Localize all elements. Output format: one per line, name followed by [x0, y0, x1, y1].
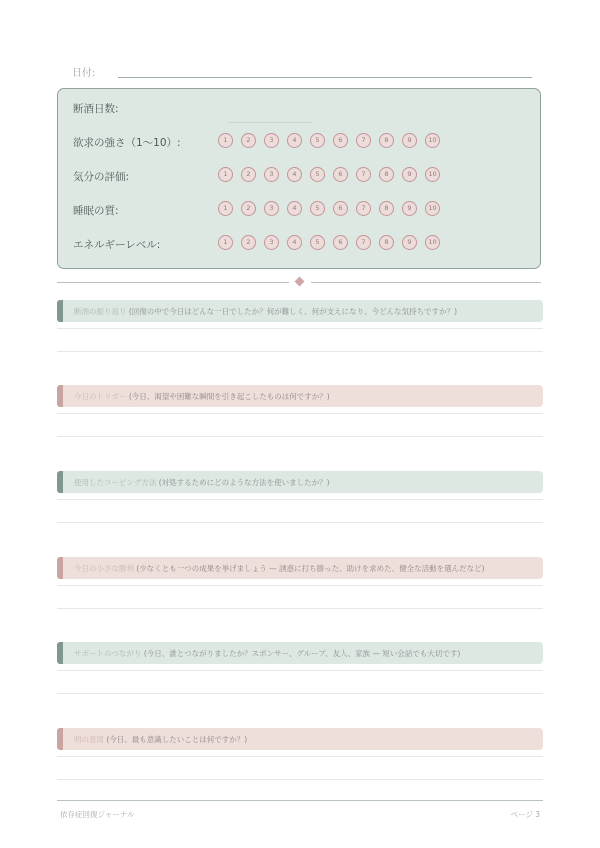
sobriety-reflection-heading	[74, 306, 457, 317]
coping-methods-hint: (対処するためにどのような方法を使いましたか？)	[156, 478, 330, 487]
date-row	[72, 64, 532, 80]
coping-methods-accent-bar	[57, 471, 63, 493]
tomorrow-intention-writing-line-2[interactable]	[57, 779, 543, 780]
mood-rating-option-6[interactable]: 6	[333, 167, 348, 182]
mood-rating-option-9[interactable]: 9	[402, 167, 417, 182]
energy-level-row	[73, 234, 533, 254]
craving-strength-option-9[interactable]: 9	[402, 133, 417, 148]
days-sober-input-line[interactable]	[228, 122, 312, 123]
mood-rating-option-7[interactable]: 7	[356, 167, 371, 182]
sleep-quality-option-1[interactable]: 1	[218, 201, 233, 216]
craving-strength-option-6[interactable]: 6	[333, 133, 348, 148]
support-connections-title: サポートのつながり	[74, 649, 142, 658]
craving-strength-row	[73, 132, 533, 152]
energy-level-option-3[interactable]: 3	[264, 235, 279, 250]
craving-strength-option-5[interactable]: 5	[310, 133, 325, 148]
coping-methods-title: 使用したコーピング方法	[74, 478, 157, 487]
craving-strength-option-7[interactable]: 7	[356, 133, 371, 148]
footer-journal-title: 依存症回復ジャーナル	[60, 810, 135, 819]
days-sober-row	[73, 98, 533, 118]
sleep-quality-option-2[interactable]: 2	[241, 201, 256, 216]
energy-level-option-9[interactable]: 9	[402, 235, 417, 250]
energy-level-option-1[interactable]: 1	[218, 235, 233, 250]
small-victory-title: 今日の小さな勝利	[74, 564, 134, 573]
footer-divider	[57, 800, 543, 801]
mood-rating-option-3[interactable]: 3	[264, 167, 279, 182]
energy-level-option-4[interactable]: 4	[287, 235, 302, 250]
small-victory-writing-line-2[interactable]	[57, 608, 543, 609]
tomorrow-intention-writing-line-1[interactable]	[57, 756, 543, 757]
divider-right	[311, 282, 541, 283]
sleep-quality-option-10[interactable]: 10	[425, 201, 440, 216]
sleep-quality-row	[73, 200, 533, 220]
sobriety-reflection-hint: (回復の中で今日はどんな一日でしたか？何が難しく、何が支えになり、今どんな気持ちですか？)	[126, 307, 458, 316]
coping-methods-writing-line-2[interactable]	[57, 522, 543, 523]
sobriety-reflection-header	[57, 300, 543, 322]
energy-level-option-10[interactable]: 10	[425, 235, 440, 250]
mood-rating-option-4[interactable]: 4	[287, 167, 302, 182]
divider-diamond-icon	[295, 277, 305, 287]
mood-rating-label: 気分の評価:	[73, 171, 130, 183]
divider-left	[57, 282, 289, 283]
todays-triggers-accent-bar	[57, 385, 63, 407]
craving-strength-option-2[interactable]: 2	[241, 133, 256, 148]
tomorrow-intention-heading	[74, 734, 247, 745]
sleep-quality-option-4[interactable]: 4	[287, 201, 302, 216]
sobriety-reflection-title: 断酒の振り返り	[74, 307, 127, 316]
todays-triggers-header	[57, 385, 543, 407]
sobriety-reflection-writing-line-1[interactable]	[57, 328, 543, 329]
support-connections-accent-bar	[57, 642, 63, 664]
todays-triggers-writing-line-2[interactable]	[57, 436, 543, 437]
support-connections-writing-line-1[interactable]	[57, 670, 543, 671]
sleep-quality-option-5[interactable]: 5	[310, 201, 325, 216]
daily-metrics-panel	[57, 88, 541, 269]
tomorrow-intention-accent-bar	[57, 728, 63, 750]
energy-level-option-6[interactable]: 6	[333, 235, 348, 250]
small-victory-header	[57, 557, 543, 579]
tomorrow-intention-hint: (今日、最も意識したいことは何ですか？)	[104, 735, 248, 744]
mood-rating-option-1[interactable]: 1	[218, 167, 233, 182]
craving-strength-option-10[interactable]: 10	[425, 133, 440, 148]
sleep-quality-option-3[interactable]: 3	[264, 201, 279, 216]
small-victory-writing-line-1[interactable]	[57, 585, 543, 586]
todays-triggers-title: 今日のトリガー	[74, 392, 127, 401]
tomorrow-intention-header	[57, 728, 543, 750]
tomorrow-intention-title: 明の意図	[74, 735, 104, 744]
small-victory-hint: (少なくとも一つの成果を挙げましょう — 誘惑に打ち勝った、助けを求めた、健全な活動を選んだなど)	[134, 564, 485, 573]
small-victory-heading	[74, 563, 485, 574]
todays-triggers-hint: (今日、渇望や困難な瞬間を引き起こしたものは何ですか？)	[126, 392, 330, 401]
energy-level-label: エネルギーレベル:	[73, 239, 161, 251]
support-connections-heading	[74, 648, 460, 659]
coping-methods-header	[57, 471, 543, 493]
support-connections-writing-line-2[interactable]	[57, 693, 543, 694]
days-sober-label: 断酒日数:	[73, 103, 119, 115]
craving-strength-option-8[interactable]: 8	[379, 133, 394, 148]
energy-level-option-5[interactable]: 5	[310, 235, 325, 250]
small-victory-accent-bar	[57, 557, 63, 579]
sobriety-reflection-accent-bar	[57, 300, 63, 322]
sleep-quality-option-9[interactable]: 9	[402, 201, 417, 216]
sleep-quality-label: 睡眠の質:	[73, 205, 119, 217]
energy-level-option-7[interactable]: 7	[356, 235, 371, 250]
coping-methods-writing-line-1[interactable]	[57, 499, 543, 500]
sleep-quality-option-8[interactable]: 8	[379, 201, 394, 216]
support-connections-hint: (今日、誰とつながりましたか？スポンサー、グループ、友人、家族 — 短い会話でも大切です)	[141, 649, 461, 658]
mood-rating-row	[73, 166, 533, 186]
sobriety-reflection-writing-line-2[interactable]	[57, 351, 543, 352]
mood-rating-option-10[interactable]: 10	[425, 167, 440, 182]
mood-rating-option-5[interactable]: 5	[310, 167, 325, 182]
date-label: 日付:	[72, 68, 96, 79]
date-input-line[interactable]	[118, 77, 532, 78]
energy-level-option-8[interactable]: 8	[379, 235, 394, 250]
todays-triggers-writing-line-1[interactable]	[57, 413, 543, 414]
footer-page-number: ページ 3	[510, 810, 540, 819]
craving-strength-option-3[interactable]: 3	[264, 133, 279, 148]
craving-strength-option-4[interactable]: 4	[287, 133, 302, 148]
mood-rating-option-2[interactable]: 2	[241, 167, 256, 182]
energy-level-option-2[interactable]: 2	[241, 235, 256, 250]
support-connections-header	[57, 642, 543, 664]
coping-methods-heading	[74, 477, 330, 488]
todays-triggers-heading	[74, 391, 330, 402]
craving-strength-option-1[interactable]: 1	[218, 133, 233, 148]
sleep-quality-option-6[interactable]: 6	[333, 201, 348, 216]
mood-rating-option-8[interactable]: 8	[379, 167, 394, 182]
craving-strength-label: 欲求の強さ（1〜10）:	[73, 137, 181, 149]
sleep-quality-option-7[interactable]: 7	[356, 201, 371, 216]
